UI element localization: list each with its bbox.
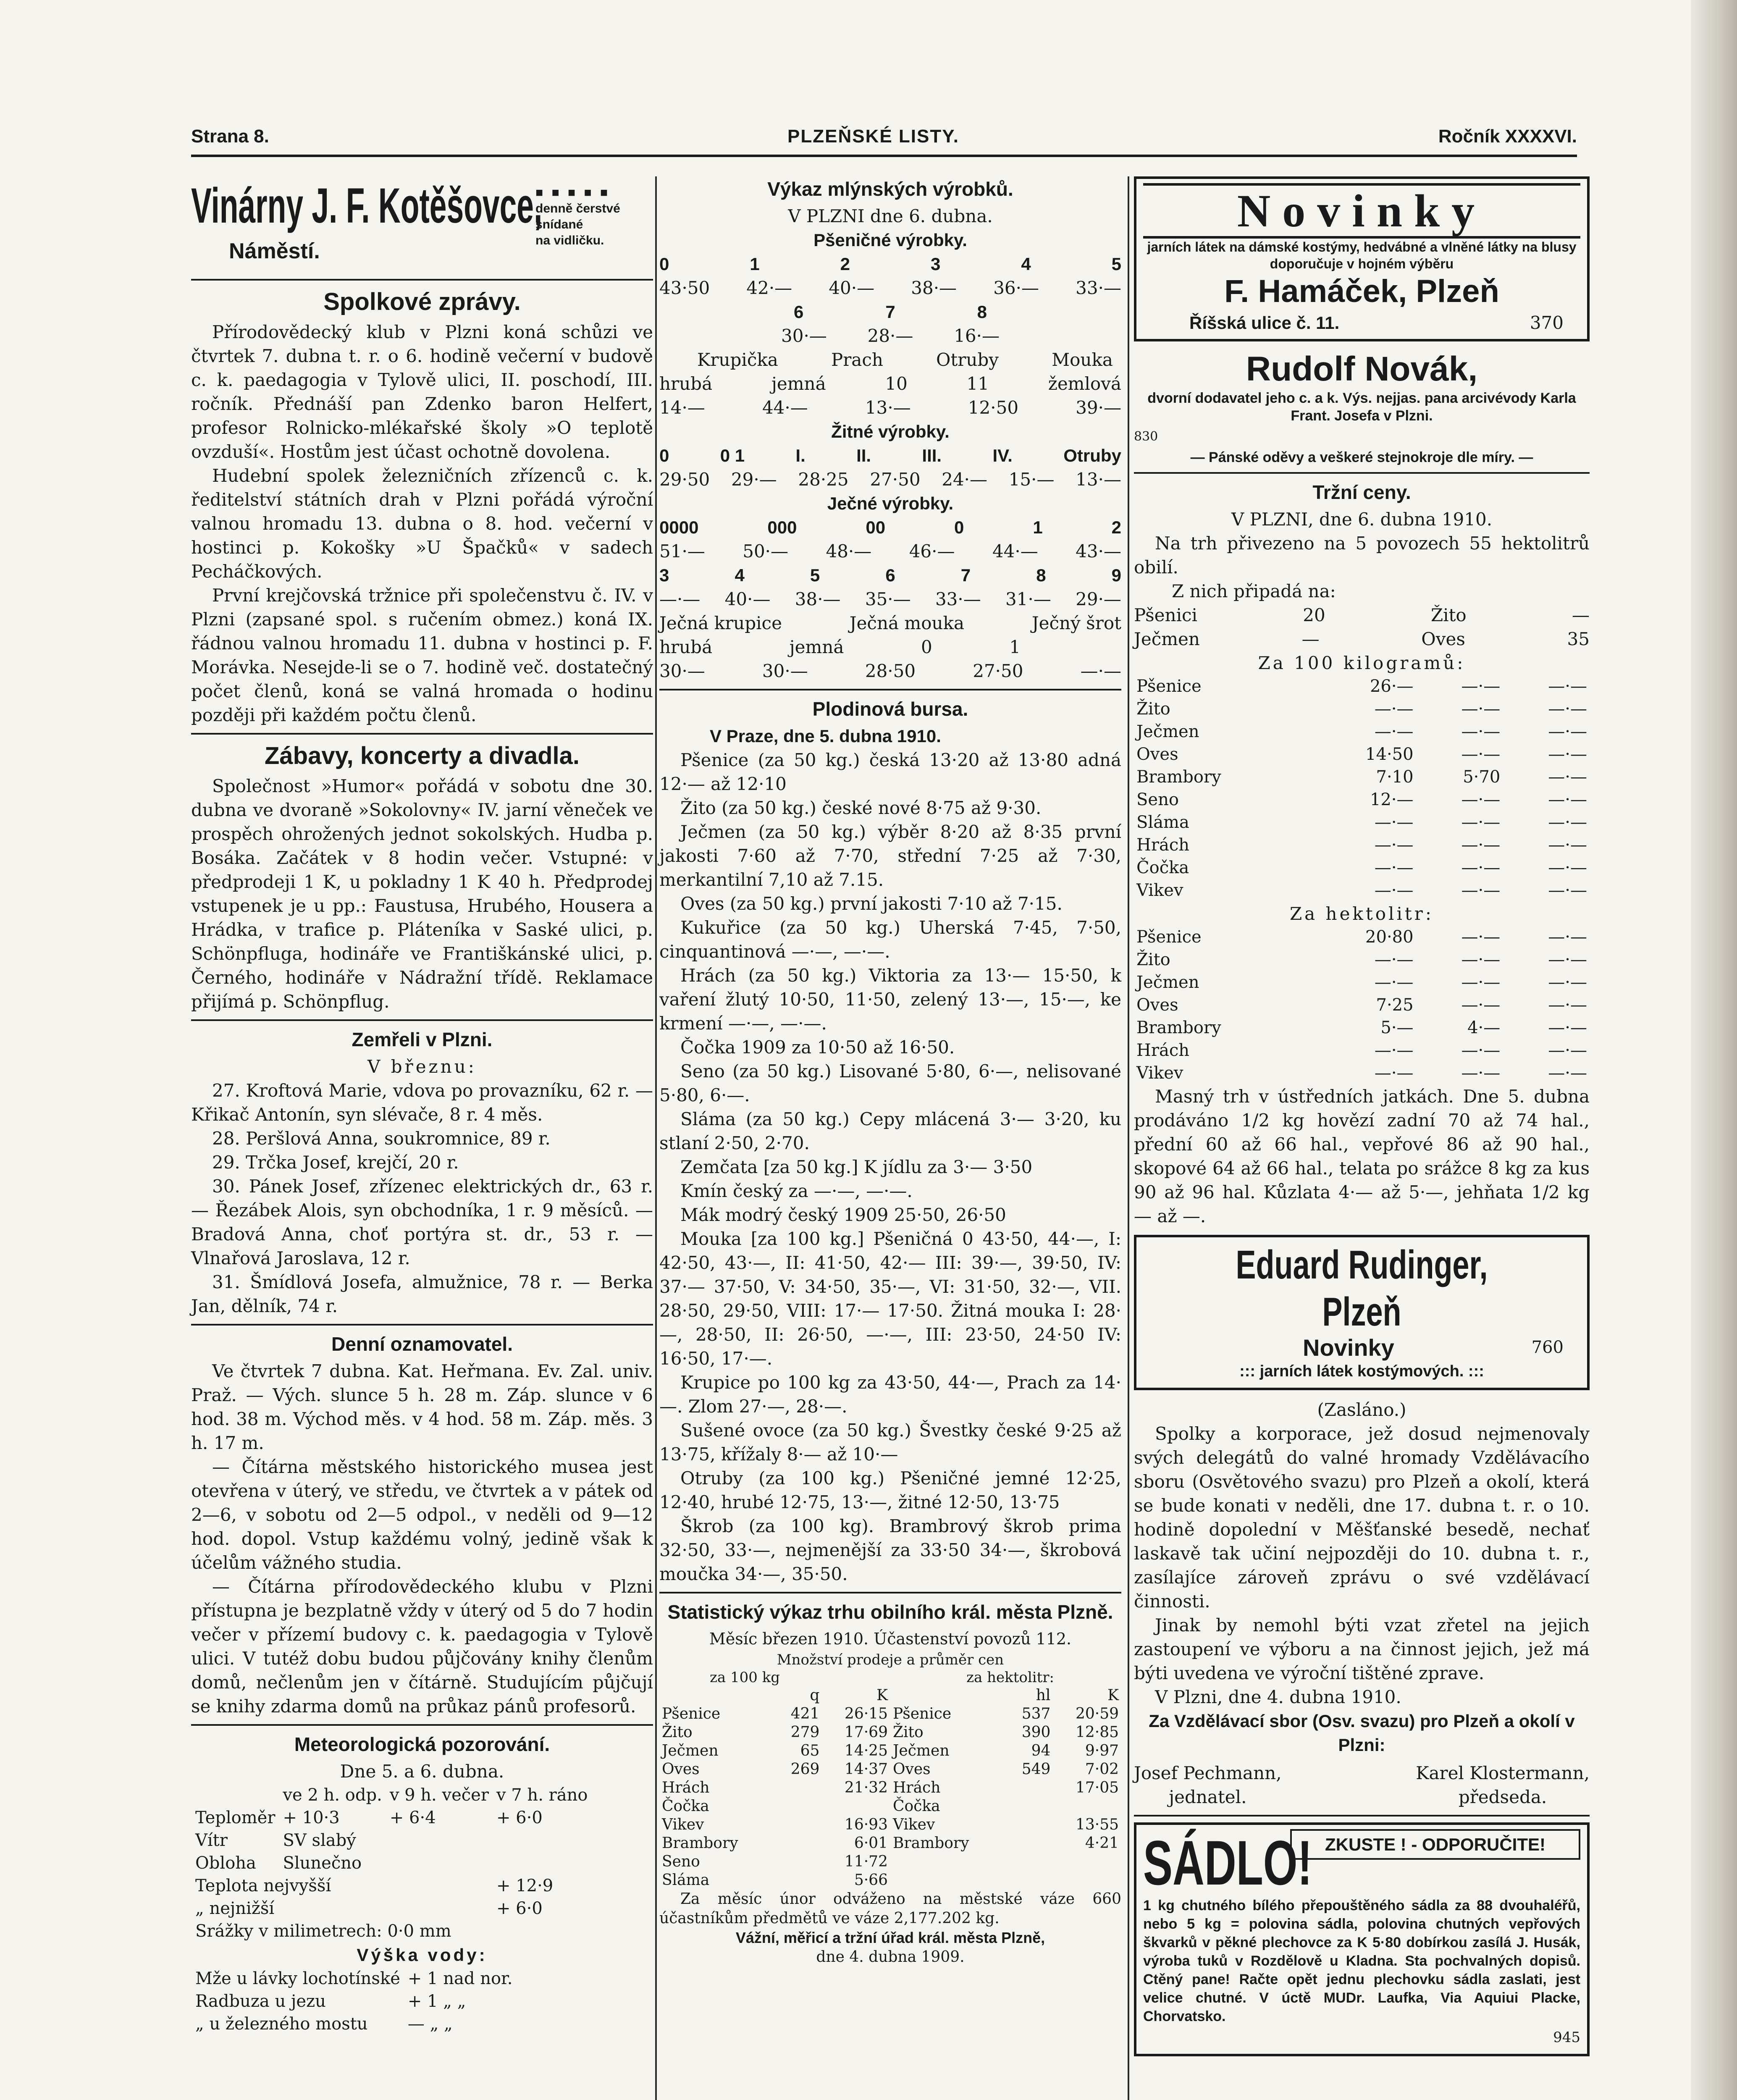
novinky-firm: F. Hamáček, Plzeň [1224, 273, 1499, 309]
bursa-entry: Otruby (za 100 kg.) Pšeničné jemné 12·25, 12·40, hrubé 12·75, 13·—, žitné 12·50, 13·75 [659, 1468, 1121, 1512]
bursa-entry: Kukuřice (za 50 kg.) Uherská 7·45, 7·50, cinquantinová —·—, —·—. [659, 917, 1121, 962]
signer: Josef Pechmann, jednatel. [1134, 1763, 1282, 1807]
bursa-entry: Krupice po 100 kg za 43·50, 44·—, Prach za 14·—. Zlom 27·—, 28·—. [659, 1372, 1121, 1417]
zaslano-title: (Zasláno.) [1317, 1399, 1406, 1420]
zaslano-date: V Plzni, dne 4. dubna 1910. [1155, 1687, 1401, 1707]
paragraph: První krejčovská tržnice při společenstvu č. IV. v Plzni (zapsané spol. s ručením obmez.) koná IX. řádnou valnou hromadu 11. dubna v hostinci p. F. Morávka. Nesejde-li se o 7. hodině več. dostatečný počet členů, koná se valná hromada o hodinu později při každém počtu členů. [191, 585, 653, 725]
table-row: Čočka —·— —·— —·— [1136, 858, 1587, 877]
table-row: Teploměr + 10·3 + 6·4 + 6·0 [195, 1808, 543, 1827]
novak-name: Rudolf Novák, [1246, 350, 1478, 388]
table-row: Oves 7·25 —·— —·— [1136, 995, 1587, 1015]
rudinger-sub: ::: jarních látek kostýmových. ::: [1239, 1362, 1484, 1380]
psenicne-title: Pšeničné výrobky. [813, 230, 967, 250]
table-row: 29·50 29·— 28·25 27·50 24·— 15·— 13·— [659, 469, 1121, 490]
masny-trh: Masný trh v ústředních jatkách. Dne 5. dubna prodáváno 1/2 kg hovězí zadní 70 až 74 hal., přední 60 až 66 hal., vepřové 86 až 90 hal., skopové 64 až 66 hal., telata po srážce 8 kg za kus 90 až 96 hal. Kůzlata 4·— až 5·—, jehňata 1/2 kg — až —. [1134, 1086, 1590, 1226]
section-rule [1134, 472, 1590, 474]
jecne-title: Ječné výrobky. [827, 494, 954, 513]
section-title-vykaz: Výkaz mlýnských výrobků. [767, 178, 1013, 200]
section-title-spolkove: Spolkové zprávy. [323, 288, 521, 315]
table-row: „ nejnižší + 6·0 [195, 1899, 543, 1918]
bursa-entry: Seno (za 50 kg.) Lisované 5·80, 6·—, nelisované 5·80, 6·—. [659, 1061, 1121, 1105]
novak-ad [1134, 349, 1590, 466]
table-row: Pšenici 20 Žito — [1134, 605, 1590, 625]
table-row: Pšenice 20·80 —·— —·— [1136, 927, 1587, 947]
signer: Karel Klostermann, předseda. [1416, 1763, 1590, 1807]
table-row: Hrách —·— —·— —·— [1136, 1041, 1587, 1060]
table-row: Teplota nejvyšší + 12·9 [195, 1876, 554, 1895]
table-row: Srážky v milimetrech: 0·0 mm [195, 1922, 451, 1941]
bursa-entry: Kmín český za —·—, —·—. [680, 1181, 913, 1201]
novak-num: 830 [1134, 429, 1158, 444]
table-row: Hrách —·— —·— —·— [1136, 835, 1587, 855]
table-row: Vítr SV slabý [195, 1831, 356, 1850]
stat-month: Měsíc březen 1910. Účastenství povozů 112. [709, 1630, 1072, 1648]
sadlo-word: SÁDLO! [1143, 1827, 1312, 1898]
sadlo-num: 945 [1553, 2029, 1580, 2046]
bursa-entry: Mák modrý český 1909 25·50, 26·50 [680, 1205, 1006, 1225]
table-row: Ječmen — Oves 35 [1134, 629, 1590, 649]
table-row: hrubá jemná 10 11 žemlová [659, 373, 1121, 394]
vinarny-side: ■ ■ ■ ■ ■ denně čerstvé snídané na vidličku. [535, 186, 620, 247]
section-title-meteo: Meteorologická pozorování. [294, 1733, 550, 1755]
kg-title: Za 100 kilogramů: [1258, 653, 1466, 673]
table-row: Ječná krupice Ječná mouka Ječný šrot [659, 613, 1121, 633]
bursa-entry: Ječmen (za 50 kg.) výběr 8·20 až 8·35 první jakosti 7·60 až 7·70, střední 7·25 až 7·30, merkantilní 7,10 až 7.15. [659, 822, 1121, 890]
rudinger-name: Eduard Rudinger, Plzeň [1236, 1242, 1488, 1334]
stat-date: dne 4. dubna 1909. [816, 1948, 965, 1966]
table-row: Ječmen 65 14·25 Ječmen 94 9·97 [662, 1742, 1119, 1759]
vinarny-ad [191, 176, 653, 273]
paragraph: Společnost »Humor« pořádá v sobotu dne 30. dubna ve dvoraně »Sokolovny« IV. jarní věneček ve prospěch ohrožených jednot sokolských. Hudba p. Bosáka. Začátek v 8 hodin večer. Vstupné: v předprodeji 1 K, u pokladny 1 K 40 h. Předprodej vstupenek je u pp.: Faustusa, Hrubého, Housera a Hrádka, v trafice p. Pláteníka v Saské ulici, p. Schönpfluga, hodináře ve Františkánské ulici, p. Černého, hodináře v Nádražní třídě. Reklamace přijímá p. Schönpflug. [191, 776, 653, 1012]
paragraph: Na trh přivezeno na 5 povozech 55 hektolitrů obilí. [1134, 533, 1590, 578]
subsection-title: V březnu: [367, 1056, 477, 1077]
table-row: Oves 269 14·37 Oves 549 7·02 [662, 1761, 1119, 1778]
section-title-zabavy: Zábavy, koncerty a divadla. [264, 742, 580, 769]
table-row: Seno 11·72 [662, 1853, 888, 1870]
volume-number: Ročník XXXXVI. [1438, 126, 1577, 147]
death-entry: 27. Kroftová Marie, vdova po provazníku, 62 r. — Křikač Antonín, syn slévače, 8 r. 4 měs. [191, 1080, 653, 1125]
column-2 [659, 176, 1121, 1967]
section-rule [191, 279, 653, 281]
bursa-date: V Praze, dne 5. dubna 1910. [710, 726, 941, 746]
page-edge-shadow [1691, 0, 1737, 2100]
table-row: 0 1 2 3 4 5 [659, 254, 1121, 274]
novak-line2: — Pánské oděvy a veškeré stejnokroje dle míry. — [1190, 449, 1533, 465]
page-number: Strana 8. [191, 126, 269, 147]
section-rule [1134, 1815, 1590, 1816]
novinky-title: Novinky [1143, 183, 1580, 239]
sadlo-ad [1134, 1822, 1590, 2056]
table-row: q K hl K [810, 1687, 1119, 1704]
paragraph: — Čítárna městského historického musea jest otevřena v úterý, ve středu, ve čtvrtek a v pátek od 2—6, v sobotu od 2—5 odpol., v neděli od 9—12 hod. dopol. Vstup každému volný, jedině však k účelům vážného studia. [191, 1457, 653, 1573]
novak-line1: dvorní dodavatel jeho c. a k. Výs. nejjas. pana arcivévody Karla Frant. Josefa v Plzni. [1147, 390, 1576, 424]
table-row: Vikev —·— —·— —·— [1136, 1063, 1587, 1083]
column-3 [1134, 176, 1590, 2064]
table-row: Ječmen —·— —·— —·— [1136, 722, 1587, 741]
table-row: Mže u lávky lochotínské + 1 nad nor. [195, 1969, 513, 1988]
signatures [1134, 1761, 1590, 1809]
bursa-entry: Mouka [za 100 kg.] Pšeničná 0 43·50, 44·—, I: 42·50, 43·—, II: 41·50, 42·— III: 39·—, 39·50, IV: 37·— 37·50, V: 34·50, 35·—, VI: 31·50, 32·—, VII. 28·50, 29·50, VIII: 17·— 17·50. Žitná mouka I: 28·—, 28·50, II: 26·50, —·—, III: 23·50, 24·50 IV: 16·50, 17·—. [659, 1228, 1121, 1369]
table-row: —·— 40·— 38·— 35·— 33·— 31·— 29·— [659, 589, 1121, 609]
death-entry: 29. Trčka Josef, krejčí, 20 r. [212, 1152, 459, 1173]
table-row: Oves 14·50 —·— —·— [1136, 745, 1587, 764]
section-rule [191, 1724, 653, 1726]
novinky-sub: jarních látek na dámské kostýmy, hedvábné a vlněné látky na blusy doporučuje v hojném výběru [1147, 239, 1577, 271]
table-row: 51·— 50·— 48·— 46·— 44·— 43·— [659, 541, 1121, 562]
table-row: Pšenice 421 26·15 Pšenice 537 20·59 [662, 1705, 1119, 1722]
table-row: Sláma 5·66 [662, 1872, 888, 1889]
novinky-addr-row: Říšská ulice č. 11. 370 [1189, 312, 1564, 333]
paragraph: Hudební spolek železničních zřízenců c. k. ředitelství státních drah v Plzni pořádá výroční valnou hromadu 13. dubna o 8. hod. večerní v hostinci p. Kokošky »U Špačků« v sadech Pecháčkových. [191, 465, 653, 582]
section-rule [659, 689, 1121, 690]
table-row: 0000 000 00 0 1 2 [659, 517, 1121, 537]
zitne-title: Žitné výrobky. [831, 422, 950, 441]
column-1 [191, 176, 653, 2036]
table-row: Žito —·— —·— —·— [1136, 699, 1587, 719]
stat-head: Množství prodeje a průměr cen [777, 1651, 1004, 1668]
bursa-entry: Čočka 1909 za 10·50 až 16·50. [680, 1037, 955, 1058]
table-row: Seno 12·— —·— —·— [1136, 790, 1587, 809]
paragraph: Jinak by nemohl býti vzat zřetel na jejich zastoupení ve výboru a na činnost jejich, jež má býti uvedena ve výroční tištěné zprave. [1134, 1615, 1590, 1683]
table-row: 6 7 8 [794, 302, 987, 322]
table-row: 43·50 42·— 40·— 38·— 36·— 33·— [659, 278, 1121, 298]
table-row: 30·— 28·— 16·— [781, 326, 1000, 346]
table-row: Čočka Čočka [662, 1798, 940, 1815]
sadlo-head: ZKUSTE ! - ODPORUČITE! [1290, 1829, 1580, 1860]
table-row: Radbuza u jezu + 1 „ „ [195, 1992, 466, 2011]
bursa-entry: Žito (za 50 kg.) české nové 8·75 až 9·30. [680, 798, 1042, 818]
stat-office: Vážní, měřicí a tržní úřad král. města Plzně, [735, 1929, 1045, 1946]
column-divider [655, 176, 657, 2100]
section-title-bursa: Plodinová bursa. [812, 698, 968, 720]
bursa-entry: Hrách (za 50 kg.) Viktoria za 13·— 15·50, k vaření žlutý 10·50, 11·50, zelený 13·—, 15·—, ke krmení —·—, —·—. [659, 965, 1121, 1034]
table-row: Brambory 7·10 5·70 —·— [1136, 767, 1587, 787]
table-row: Vikev —·— —·— —·— [1136, 881, 1587, 900]
section-rule [191, 733, 653, 735]
vinarny-name: Vinárny J. F. Kotěšovce, [191, 178, 543, 234]
vykaz-date: V PLZNI dne 6. dubna. [788, 206, 993, 226]
table-row: „ u železného mostu — „ „ [195, 2014, 453, 2034]
table-row: Krupička Prach Otruby Mouka [697, 349, 1113, 370]
table-row: Žito 279 17·69 Žito 390 12·85 [662, 1724, 1119, 1741]
water-level-table [191, 1967, 517, 2036]
table-row: Sláma —·— —·— —·— [1136, 813, 1587, 832]
vyska-title: Výška vody: [357, 1945, 488, 1965]
section-title-stat: Statistický výkaz trhu obilního král. města Plzně. [667, 1601, 1113, 1623]
section-title-trzni: Tržní ceny. [1312, 481, 1411, 503]
bursa-entry: Škrob (za 100 kg). Brambrový škrob prima 32·50, 33·—, nejmenější za 33·50 34·—, škrobová moučka 34·—, 35·50. [659, 1516, 1121, 1584]
death-entry: 28. Peršlová Anna, soukromnice, 89 r. [212, 1128, 551, 1149]
section-rule [191, 1324, 653, 1326]
table-row: 30·— 30·— 28·50 27·50 —·— [659, 661, 1121, 681]
zaslano-org: Za Vzdělávací sbor (Osv. svazu) pro Plzeň a okolí v Plzni: [1149, 1711, 1575, 1755]
table-row: hrubá jemná 0 1 [659, 637, 1021, 657]
rudinger-ad [1134, 1235, 1590, 1390]
hl-table [1134, 926, 1590, 1084]
paragraph: Ve čtvrtek 7 dubna. Kat. Heřmana. Ev. Zal. univ. Praž. — Vých. slunce 5 h. 28 m. Záp. slunce v 6 hod. 38 m. Východ měs. v 4 hod. 58 m. Záp. měs. 3 h. 17 m. [191, 1361, 653, 1453]
section-rule [191, 1019, 653, 1021]
death-entry: 31. Šmídlová Josefa, almužnice, 78 r. — Berka Jan, dělník, 74 r. [191, 1272, 653, 1316]
table-row: Žito —·— —·— —·— [1136, 950, 1587, 969]
stat-table [659, 1686, 1121, 1890]
paragraph: Přírodovědecký klub v Plzni koná schůzi ve čtvrtek 7. dubna t. r. o 6. hodině večerní v budově c. k. paedagogia v Tylově ulici, II. poschodí, III. ročník. Přednáší pan Zdenko baron Helfert, profesor Rolnicko-mlékařské školy »O teplotě ovzduší«. Hostům jest účast ochotně dovolena. [191, 322, 653, 462]
meteo-table: ve 2 h. odp. v 9 h. večer v 7 h. ráno Teploměr + 10·3 + 6·4 + 6·0 Vítr SV slabý Obloha Slunečno Teplota nejvyšší + 12·9 „ nejnižší + 6·0 Srážky v milimetrech: 0·0 mm [191, 1783, 592, 1943]
table-row: Vikev 16·93 Vikev 13·55 [662, 1816, 1119, 1833]
table-row: Brambory 5·— 4·— —·— [1136, 1018, 1587, 1037]
section-title-zemreli: Zemřeli v Plzni. [352, 1029, 493, 1050]
bursa-entry: Oves (za 50 kg.) první jakosti 7·10 až 7·15. [680, 893, 1063, 914]
section-title-oznam: Denní oznamovatel. [331, 1333, 513, 1355]
bursa-entry: Zemčata [za 50 kg.] K jídlu za 3·— 3·50 [680, 1157, 1033, 1177]
sadlo-text: 1 kg chutného bílého přepouštěného sádla za 88 dvouhaléřů, nebo 5 kg = polovina sádla, polovina chutných vepřových škvarků v pěkné plechovce za K 5·80 dobírkou zasílá J. Husák, výroba tuků v Rozdělově u Kladna. Sta pochvalných dopisů. Ctěný pane! Račte opět jednu plechovku sádla zaslati, jest velice chutné. V úctě MUDr. Laufka, Via Aquiui Placke, Chorvatsko. [1143, 1898, 1580, 2024]
vinarny-place: Náměstí. [229, 239, 320, 263]
kg-table [1134, 675, 1590, 902]
column-divider [1128, 176, 1129, 2100]
newspaper-title: PLZEŇSKÉ LISTY. [787, 126, 959, 147]
table-row: 0 0 1 I. II. III. IV. Otruby [659, 446, 1121, 465]
stat-head-row: za 100 kg za hektolitr: [710, 1669, 1054, 1686]
table-row: 3 4 5 6 7 8 9 [659, 565, 1121, 585]
meteo-date: Dne 5. a 6. dubna. [340, 1761, 504, 1782]
paragraph: Spolky a korporace, jež dosud nejmenovaly svých delegátů do valné hromady Vzdělávacího sboru (Osvětového svazu) pro Plzeň a okolí, která se bude konati v neděli, dne 17. dubna t. r. o 10. hodině dopolední v Měšťanské besedě, nechať laskavě tak učiní nejpozději do 10. dubna t. r., zasílajíce zároveň zprávu o své vzdělávací činnosti. [1134, 1423, 1590, 1612]
stat-foot: Za měsíc únor odváženo na městské váze 660 účastníkům předmětů ve váze 2,177.202 kg. [659, 1890, 1121, 1927]
table-row: Pšenice 26·— —·— —·— [1136, 677, 1587, 696]
table-row: Brambory 6·01 Brambory 4·21 [662, 1835, 1119, 1852]
table-row: Hrách 21·32 Hrách 17·05 [662, 1779, 1119, 1796]
header-rule [191, 155, 1577, 157]
death-entry: 30. Pánek Josef, zřízenec elektrických dr., 63 r. — Řezábek Alois, syn obchodníka, 1 r. 9 měsíců. — Bradová Anna, choť portýra st. dr., 53 r. — Vlnařová Jaroslava, 12 r. [191, 1176, 653, 1268]
trzni-z: Z nich připadá na: [1172, 581, 1336, 601]
table-row: Obloha Slunečno [195, 1853, 362, 1873]
hl-title: Za hektolitr: [1289, 903, 1434, 924]
rudinger-row: Novinky 760 [1303, 1334, 1564, 1361]
section-rule [659, 1592, 1121, 1593]
table-row: Ječmen —·— —·— —·— [1136, 973, 1587, 992]
paragraph: — Čítárna přírodovědeckého klubu v Plzni přístupna je bezplatně vždy v úterý od 5 do 7 hodin večer v přízemí budovy c. k. paedagogia v Tylově ulici. V tutéž dobu budou půjčovány knihy členům domů, nečlenům jen v čítárně. Studujícím půjčují se knihy zdarma domů na průkaz pánů profesorů. [191, 1576, 653, 1717]
novinky-ad [1134, 176, 1590, 341]
bursa-entry: Sláma (za 50 kg.) Cepy mlácená 3·— 3·20, ku stlaní 2·50, 2·70. [659, 1109, 1121, 1153]
bursa-entry: Sušené ovoce (za 50 kg.) Švestky české 9·25 až 13·75, křížaly 8·— až 10·— [659, 1420, 1121, 1465]
bursa-entry: Pšenice (za 50 kg.) česká 13·20 až 13·80 adná 12·— až 12·10 [659, 750, 1121, 794]
table-row: 14·— 44·— 13·— 12·50 39·— [659, 397, 1121, 418]
page-header [191, 118, 1577, 155]
trzni-date: V PLZNI, dne 6. dubna 1910. [1231, 509, 1493, 530]
